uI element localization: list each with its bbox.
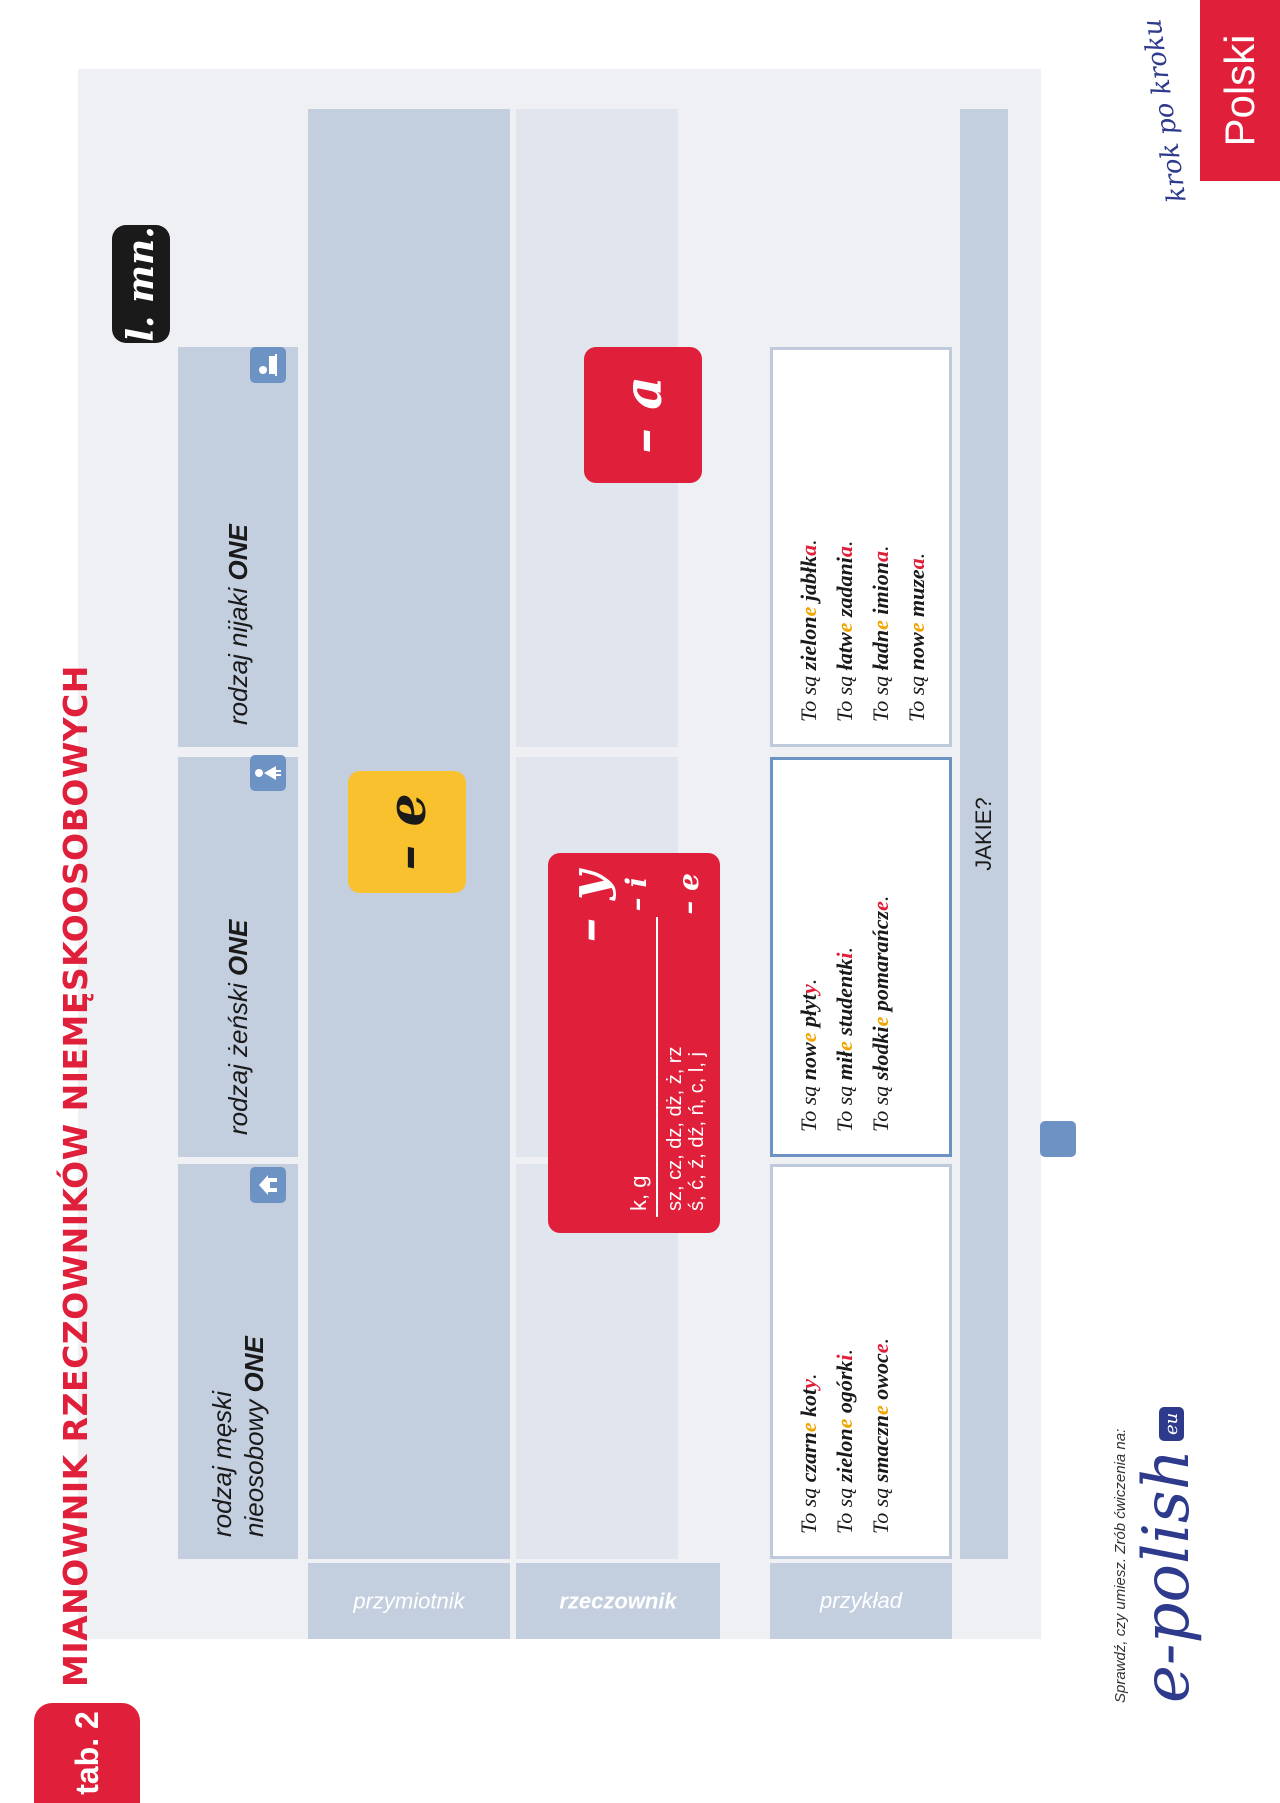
example-space: [904, 617, 929, 623]
kg-ending: – i: [620, 877, 653, 912]
e-polish-logo[interactable]: [1130, 1407, 1204, 1703]
side-tab-label: rzeczownik: [559, 1588, 677, 1613]
column-header-masculine: [178, 1164, 298, 1559]
example-space: [868, 615, 893, 621]
example-pre: To są: [868, 670, 893, 722]
question-label: JAKIE?: [971, 797, 996, 871]
column-header-pronoun: ONE: [222, 919, 253, 977]
example-noun-stem: zadani: [832, 557, 857, 618]
column-header-pronoun: ONE: [222, 524, 253, 581]
masc-fem-ending-box: [548, 853, 720, 1233]
example-box-fem: [770, 757, 952, 1157]
example-sentence: [863, 760, 899, 1132]
example-sentence: [791, 760, 827, 1132]
example-adj-stem: ładn: [868, 629, 893, 671]
example-noun-stem: pomarańcz: [868, 910, 893, 1012]
example-adj-end: e: [796, 606, 821, 617]
side-tab-noun: [516, 1563, 720, 1639]
example-noun-stem: jabłk: [796, 555, 821, 602]
main-ending: – y: [558, 871, 617, 943]
example-pre: To są: [796, 1482, 821, 1534]
logo-text: e-polish: [1130, 1449, 1204, 1703]
example-adj-end: e: [796, 1422, 821, 1433]
example-adj-stem: czarn: [796, 1432, 821, 1483]
woman-icon: [250, 755, 286, 791]
example-dot: .: [868, 1337, 893, 1344]
neuter-ending: – a: [612, 376, 674, 454]
example-noun-stem: kot: [796, 1388, 821, 1417]
example-pre: To są: [868, 1080, 893, 1132]
question-bar: [960, 109, 1008, 1559]
example-adj-end: e: [868, 620, 893, 630]
column-header-feminine: [178, 757, 298, 1157]
neuter-ending-box: [584, 347, 702, 483]
example-list: [791, 760, 899, 1132]
example-noun-stem: ogórk: [832, 1360, 857, 1414]
example-pre: To są: [832, 1482, 857, 1534]
column-header-line2: rodzaj żeński: [222, 976, 253, 1135]
example-noun-end: e: [868, 901, 893, 911]
column-header-line1: rodzaj męski: [206, 1391, 237, 1537]
baby-icon: [250, 347, 286, 383]
kg-label: k, g: [626, 1175, 651, 1211]
adjective-ending: – e: [376, 793, 438, 871]
example-list: [791, 1167, 899, 1534]
example-noun-end: i: [832, 1354, 857, 1361]
example-noun-stem: płyt: [796, 994, 821, 1028]
column-header-line2: rodzaj nijaki: [222, 580, 253, 725]
example-noun-stem: owoc: [868, 1353, 893, 1400]
example-list: [791, 350, 935, 722]
soft-label-2: ś, ć, ź, dź, ń, c, l, j: [686, 1052, 708, 1211]
example-dot: .: [832, 946, 857, 953]
example-sentence: [827, 1167, 863, 1534]
example-noun-end: a: [868, 551, 893, 563]
example-adj-stem: smaczn: [868, 1414, 893, 1483]
example-pre: To są: [832, 1080, 857, 1132]
example-sentence: [791, 1167, 827, 1534]
example-noun-end: y: [796, 984, 821, 995]
example-dot: .: [796, 539, 821, 545]
example-dot: .: [868, 895, 893, 902]
example-box-neut: [770, 347, 952, 747]
example-dot: .: [904, 552, 929, 559]
soft-ending: – e: [672, 873, 705, 915]
example-adj-end: e: [796, 1032, 821, 1043]
example-space: [832, 617, 857, 623]
example-pre: To są: [904, 670, 929, 722]
example-sentence: [791, 350, 827, 722]
example-adj-end: e: [868, 1405, 893, 1415]
example-pre: To są: [868, 1482, 893, 1534]
example-noun-end: i: [832, 952, 857, 959]
column-header-pronoun: ONE: [239, 1336, 269, 1393]
example-space: [832, 1413, 857, 1419]
example-dot: .: [868, 545, 893, 552]
noun-cell-extra: [516, 109, 678, 347]
side-tab-label: przykład: [820, 1587, 902, 1613]
example-sentence: [827, 350, 863, 722]
tab-badge: tab. 2: [34, 1703, 140, 1803]
soft-label-1: sz, cz, dz, dż, ż, rz: [664, 1046, 686, 1211]
example-adj-stem: mił: [832, 1050, 857, 1081]
example-adj-stem: now: [796, 1042, 821, 1081]
logo-badge: eu: [1159, 1407, 1184, 1441]
example-adj-stem: now: [904, 632, 929, 671]
side-tab-label: przymiotnik: [353, 1588, 465, 1613]
soft-label: [664, 1047, 708, 1211]
example-noun-end: a: [796, 544, 821, 556]
example-adj-stem: łatw: [832, 632, 857, 671]
example-sentence: [863, 1167, 899, 1534]
example-dot: .: [832, 1348, 857, 1355]
number-badge: l. mn.: [112, 225, 170, 343]
example-noun-stem: imion: [868, 562, 893, 615]
column-header-line2: nieosobowy: [239, 1392, 269, 1537]
example-noun-end: e: [868, 1343, 893, 1354]
side-tab-adjective: [308, 1563, 510, 1639]
brand-badge: Polski: [1200, 0, 1280, 181]
example-adj-stem: zielon: [832, 1428, 857, 1483]
example-dot: .: [832, 540, 857, 547]
example-noun-end: y: [796, 1378, 821, 1389]
example-adj-end: e: [832, 1418, 857, 1429]
side-tab-example: [770, 1563, 952, 1639]
example-dot: .: [796, 978, 821, 985]
example-pre: To są: [796, 1080, 821, 1132]
example-dot: .: [796, 1373, 821, 1379]
example-space: [796, 1417, 821, 1423]
house-icon: [250, 1167, 286, 1203]
adjective-ending-box: [348, 771, 466, 893]
example-adj-end: e: [832, 1041, 857, 1051]
example-space: [796, 1027, 821, 1033]
page-title: MIANOWNIK RZECZOWNIKÓW NIEMĘSKOOSOBOWYCH: [56, 665, 95, 1687]
example-space: [868, 1011, 893, 1017]
example-space: [868, 1400, 893, 1406]
example-space: [832, 1036, 857, 1042]
house-icon: [1040, 1121, 1076, 1157]
example-sentence: [863, 350, 899, 722]
example-noun-end: a: [904, 558, 929, 570]
column-header-neuter: [178, 347, 298, 747]
example-sentence: [899, 350, 935, 722]
example-noun-end: a: [832, 546, 857, 558]
example-noun-stem: studentk: [832, 958, 857, 1036]
example-pre: To są: [832, 670, 857, 722]
example-adj-end: e: [832, 622, 857, 633]
example-adj-stem: zielon: [796, 616, 821, 671]
example-sentence: [827, 760, 863, 1132]
example-adj-end: e: [868, 1016, 893, 1027]
example-noun-stem: muze: [904, 569, 929, 618]
example-pre: To są: [796, 670, 821, 722]
example-adj-stem: słodki: [868, 1026, 893, 1081]
divider-line: [656, 917, 658, 1217]
example-box-masc: [770, 1164, 952, 1559]
example-space: [796, 601, 821, 607]
series-signature: krok po kroku: [1137, 17, 1193, 205]
example-adj-end: e: [904, 622, 929, 633]
exercise-prompt: Sprawdź, czy umiesz. Zrób ćwiczenia na:: [1112, 1428, 1129, 1703]
